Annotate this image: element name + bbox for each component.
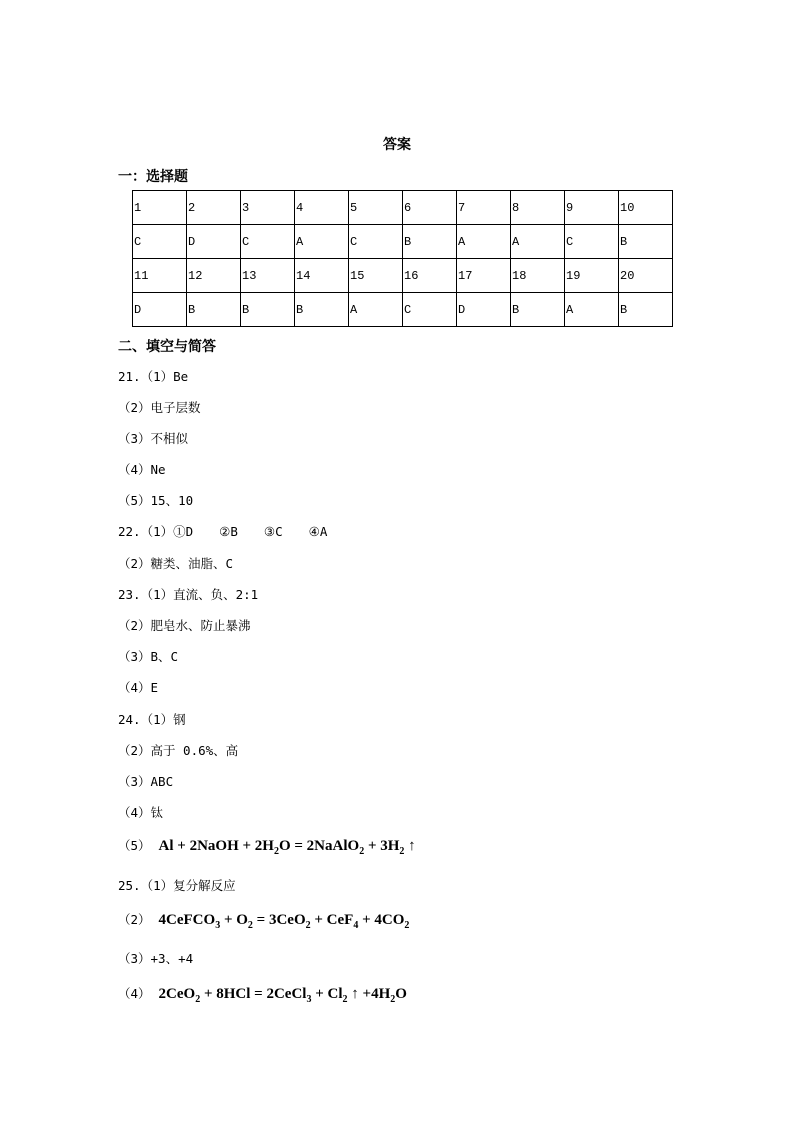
- question-number-cell: 11: [133, 259, 187, 293]
- equation-aluminium-naoh: Al + 2NaOH + $2H_2O$ = 2NaAlO$_2$ + $3H_2$ ↑: [158, 838, 416, 857]
- answer-21-5: （5）15、10: [118, 493, 194, 508]
- answer-22-1-c: ③C: [263, 524, 283, 539]
- answer-24-3: （3）ABC: [118, 774, 174, 789]
- table-row: [133, 191, 673, 225]
- section-heading-fill-in: 二、填空与简答: [118, 339, 216, 355]
- answer-letter-cell: C: [133, 225, 187, 259]
- section-heading-multiple-choice: 一：选择题: [118, 169, 188, 185]
- page-title: 答案: [383, 137, 411, 153]
- answer-25-4-prefix: （4）: [118, 986, 151, 1001]
- question-number-cell: 10: [619, 191, 673, 225]
- answer-letter-cell: B: [511, 293, 565, 327]
- answer-22-1-prefix: 22.（1）: [118, 524, 174, 539]
- answer-letter-cell: A: [349, 293, 403, 327]
- question-number-cell: 3: [241, 191, 295, 225]
- answer-21-1: 21.（1）Be: [118, 369, 189, 384]
- answer-25-2-prefix: （2）: [118, 912, 151, 927]
- question-number-cell: 15: [349, 259, 403, 293]
- answer-letter-cell: B: [619, 225, 673, 259]
- table-row: [133, 225, 673, 259]
- answer-21-4: （4）Ne: [118, 462, 166, 477]
- answer-24-5-prefix: （5）: [118, 838, 151, 853]
- question-number-cell: 14: [295, 259, 349, 293]
- answer-23-3: （3）B、C: [118, 649, 179, 664]
- answer-22-1-d: ④A: [308, 524, 328, 539]
- answer-22-1-a: ①D: [173, 524, 194, 539]
- equation-ceo2-hcl: 2CeO$_2$ + 8HCl = 2CeCl$_3$ + $Cl_2$ ↑ $+4H_2O$: [158, 986, 407, 1005]
- question-number-cell: 5: [349, 191, 403, 225]
- answer-25-2: [118, 910, 409, 931]
- question-number-cell: 20: [619, 259, 673, 293]
- answer-23-2: （2）肥皂水、防止暴沸: [118, 618, 251, 633]
- answer-21-2: （2）电子层数: [118, 400, 201, 415]
- answer-25-3: （3）+3、+4: [118, 951, 194, 966]
- answer-letter-cell: C: [403, 293, 457, 327]
- answer-letter-cell: D: [187, 225, 241, 259]
- answer-22-1-b: ②B: [219, 524, 238, 539]
- answer-letter-cell: C: [565, 225, 619, 259]
- table-row: [133, 259, 673, 293]
- answer-22-1: [118, 522, 327, 540]
- question-number-cell: 18: [511, 259, 565, 293]
- question-number-cell: 13: [241, 259, 295, 293]
- answer-letter-cell: B: [295, 293, 349, 327]
- question-number-cell: 19: [565, 259, 619, 293]
- question-number-cell: 4: [295, 191, 349, 225]
- equation-cefco3-oxidation: 4CeFCO$_3$ + $O_2 = 3CeO_2 + CeF_4 + 4CO_2$: [158, 912, 410, 931]
- answer-22-2: （2）糖类、油脂、C: [118, 556, 234, 571]
- answer-letter-cell: B: [403, 225, 457, 259]
- question-number-cell: 8: [511, 191, 565, 225]
- answer-letter-cell: A: [295, 225, 349, 259]
- answer-letter-cell: B: [241, 293, 295, 327]
- answer-letter-cell: A: [457, 225, 511, 259]
- question-number-cell: 1: [133, 191, 187, 225]
- answer-24-4: （4）钛: [118, 805, 164, 820]
- question-number-cell: 16: [403, 259, 457, 293]
- answer-letter-cell: C: [241, 225, 295, 259]
- answer-letter-cell: C: [349, 225, 403, 259]
- answer-letter-cell: A: [511, 225, 565, 259]
- question-number-cell: 9: [565, 191, 619, 225]
- answer-21-3: （3）不相似: [118, 431, 189, 446]
- question-number-cell: 17: [457, 259, 511, 293]
- answer-letter-cell: D: [133, 293, 187, 327]
- answer-table: [132, 190, 673, 327]
- answer-letter-cell: B: [619, 293, 673, 327]
- answer-23-1: 23.（1）直流、负、2:1: [118, 587, 259, 602]
- answer-24-2: （2）高于 0.6%、高: [118, 743, 239, 758]
- question-number-cell: 2: [187, 191, 241, 225]
- answer-25-4: [118, 984, 407, 1005]
- answer-letter-cell: A: [565, 293, 619, 327]
- answer-24-1: 24.（1）钢: [118, 712, 186, 727]
- answer-24-5: [118, 836, 416, 857]
- question-number-cell: 6: [403, 191, 457, 225]
- answer-letter-cell: D: [457, 293, 511, 327]
- answer-letter-cell: B: [187, 293, 241, 327]
- question-number-cell: 12: [187, 259, 241, 293]
- table-row: [133, 293, 673, 327]
- answer-23-4: （4）E: [118, 680, 159, 695]
- answer-25-1: 25.（1）复分解反应: [118, 878, 236, 893]
- question-number-cell: 7: [457, 191, 511, 225]
